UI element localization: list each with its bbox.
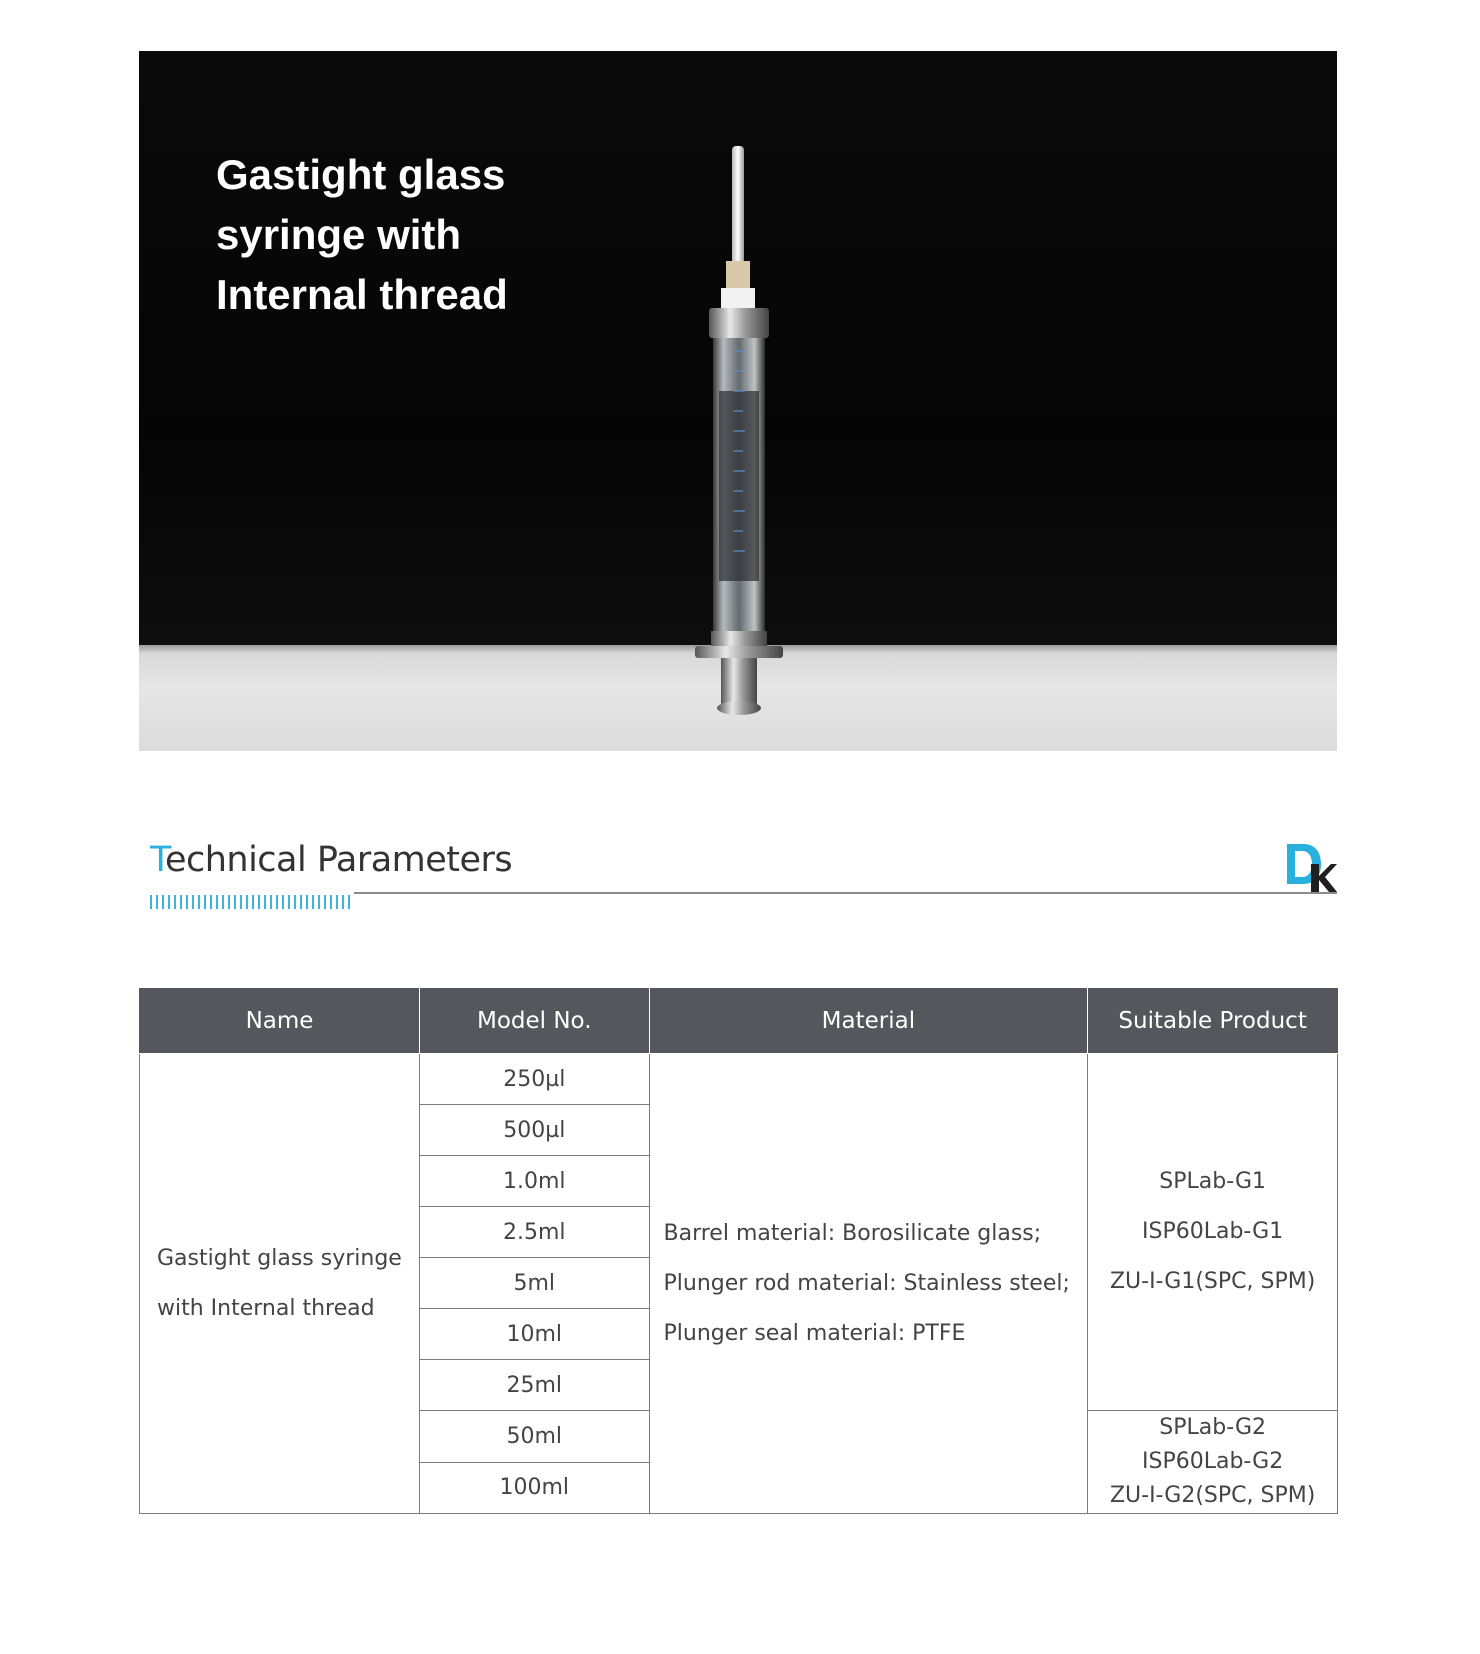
section-header <box>150 840 1337 910</box>
material-line: Plunger seal material: PTFE <box>663 1320 966 1346</box>
model-cell: 2.5ml <box>420 1207 649 1258</box>
table-header-row <box>140 989 1338 1054</box>
luer-tip <box>721 288 755 308</box>
syringe-image <box>659 146 819 751</box>
section-title-rest: echnical Parameters <box>164 840 513 880</box>
plunger-button <box>717 701 761 715</box>
material-line: Plunger rod material: Stainless steel; <box>663 1270 1070 1296</box>
header-model-no: Model No. <box>420 989 649 1054</box>
hero-title <box>216 145 636 325</box>
hero-image <box>139 51 1337 751</box>
section-divider <box>354 892 1337 894</box>
header-name: Name <box>140 989 420 1054</box>
needle-tube <box>732 146 744 266</box>
material-cell <box>649 1054 1088 1514</box>
product-line: ZU-I-G1(SPC, SPM) <box>1109 1269 1316 1294</box>
rear-cap <box>711 631 767 647</box>
front-cap <box>709 308 769 338</box>
plunger-shaft <box>721 658 757 704</box>
hero-title-line: syringe with <box>216 211 462 258</box>
product-line: SPLab-G1 <box>1159 1169 1266 1194</box>
header-material: Material <box>649 989 1088 1054</box>
section-tick-bar <box>150 895 352 909</box>
name-line: Gastight glass syringe <box>157 1245 402 1271</box>
plunger-rod <box>719 391 759 581</box>
section-title <box>150 840 512 880</box>
suitable-product-cell <box>1088 1411 1338 1514</box>
model-cell: 5ml <box>420 1258 649 1309</box>
header-suitable-product: Suitable Product <box>1088 989 1338 1054</box>
material-line: Barrel material: Borosilicate glass; <box>663 1220 1042 1246</box>
product-line: SPLab-G2 <box>1159 1415 1266 1440</box>
finger-flange <box>695 646 783 658</box>
hero-title-line: Internal thread <box>216 271 508 318</box>
model-cell: 500µl <box>420 1105 649 1156</box>
product-line: ISP60Lab-G1 <box>1142 1219 1284 1244</box>
hero-title-line: Gastight glass <box>216 151 506 198</box>
model-cell: 100ml <box>420 1462 649 1514</box>
section-title-initial: T <box>150 840 165 880</box>
name-line: with Internal thread <box>157 1295 375 1321</box>
model-cell: 250µl <box>420 1054 649 1105</box>
table-row <box>140 1054 1338 1105</box>
name-cell <box>140 1054 420 1514</box>
product-line: ISP60Lab-G2 <box>1142 1449 1284 1474</box>
brand-logo <box>1285 840 1337 894</box>
model-cell: 1.0ml <box>420 1156 649 1207</box>
product-line: ZU-I-G2(SPC, SPM) <box>1109 1483 1316 1508</box>
suitable-product-cell <box>1088 1054 1338 1411</box>
model-cell: 10ml <box>420 1309 649 1360</box>
parameters-table <box>139 988 1338 1514</box>
model-cell: 50ml <box>420 1411 649 1463</box>
model-cell: 25ml <box>420 1360 649 1411</box>
needle-fitting <box>726 261 750 291</box>
